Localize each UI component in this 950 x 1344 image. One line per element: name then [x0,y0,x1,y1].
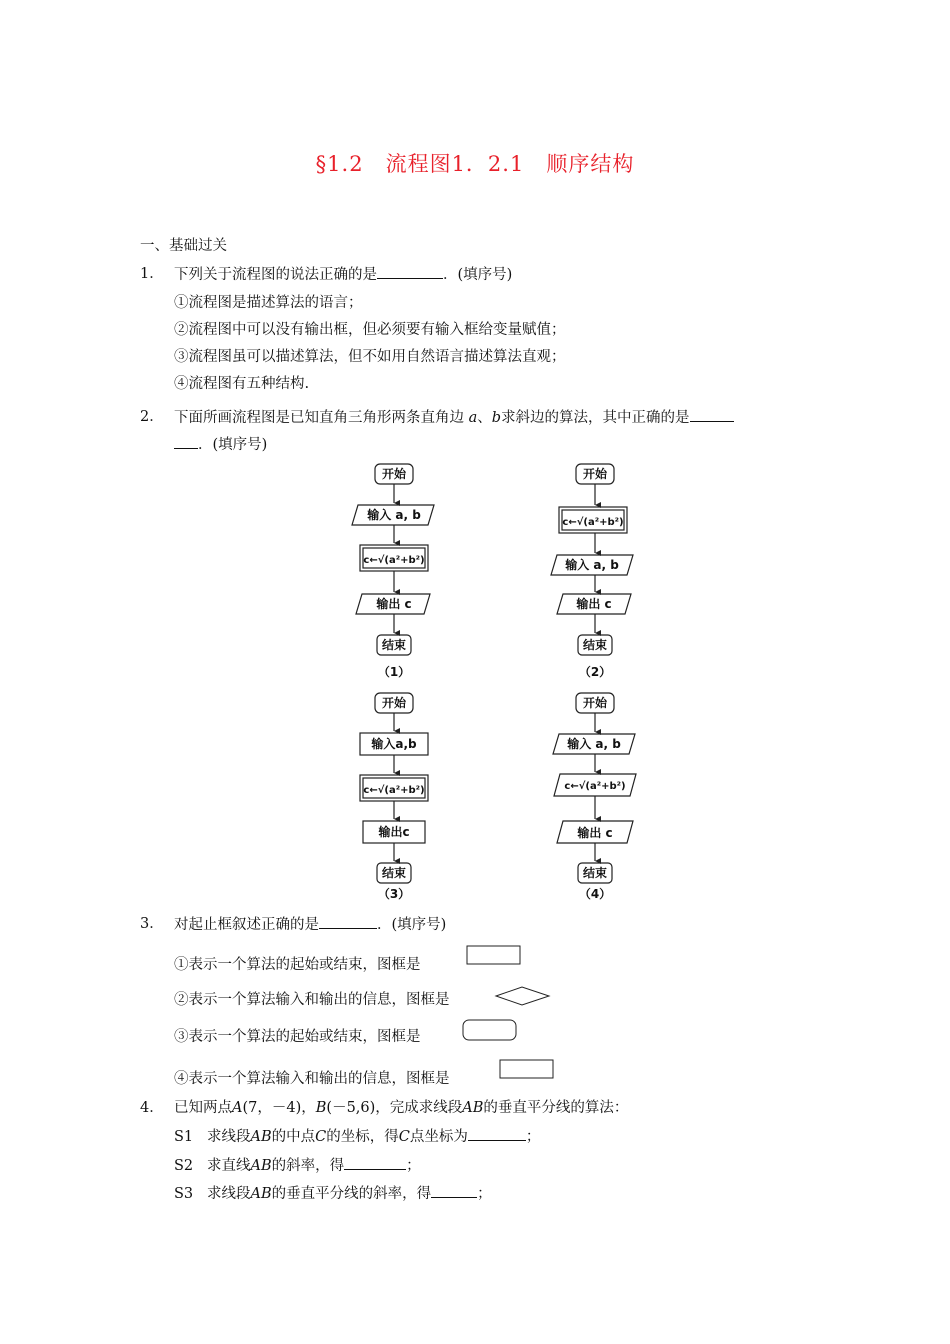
fc3-caption: （3） [377,887,411,901]
fc2-assign-label: c←√(a²+b²) [562,517,624,528]
separator: 、 [477,410,492,426]
rounded-rectangle-shape-icon [462,1019,518,1043]
step-text: 的垂直平分线的斜率，得 [271,1186,432,1202]
option-4: ④流程图有五种结构. [174,376,310,392]
fc3-start-label: 开始 [381,696,407,710]
fc4-assign-label: c←√(a²+b²) [564,781,626,792]
question-number: 2． [140,409,164,425]
question-2-stem [174,407,734,428]
option-2: ②流程图中可以没有输出框，但必须要有输入框给变量赋值； [174,322,566,338]
rectangle-shape-icon [466,945,522,967]
step-s1 [174,1126,540,1147]
variable-a: a [468,410,478,426]
section-heading: 一、基础过关 [140,238,227,254]
fc4-end-label: 结束 [582,866,608,880]
segment-ab: AB [250,1129,272,1145]
page-title: §1.2 流程图1．2.1 顺序结构 [315,152,635,176]
step-s2 [174,1155,421,1176]
fc3-end-label: 结束 [381,866,407,880]
variable-b: b [491,410,502,426]
point-c: C [398,1129,410,1145]
step-text: 求线段 [207,1186,251,1202]
option-3: ③流程图虽可以描述算法，但不如用自然语言描述算法直观； [174,349,566,365]
diamond-shape-icon [494,985,552,1007]
fc1-assign-label: c←√(a²+b²) [363,555,425,566]
fc4-input-label: 输入 a, b [567,737,621,751]
fc2-start-label: 开始 [582,467,608,481]
question-text: 已知两点 [174,1100,232,1116]
step-end: ； [406,1158,421,1174]
fc3-output-label: 输出c [378,825,410,839]
rectangle-shape-icon [499,1059,555,1081]
fc4-caption: （4） [578,887,612,901]
option-1: ①流程图是描述算法的语言； [174,295,363,311]
step-label: S3 [174,1186,194,1202]
question-tail: ．(填序号) [443,267,513,283]
fc1-start-label: 开始 [381,467,407,481]
fc4-start-label: 开始 [582,696,608,710]
step-label: S2 [174,1158,194,1174]
question-2-tail [174,434,267,455]
question-text: 对起止框叙述正确的是 [174,917,319,933]
fc4-output-label: 输出 c [577,826,613,840]
q3-option-1: ①表示一个算法的起始或结束，图框是 [174,957,421,973]
fc3-assign-label: c←√(a²+b²) [363,785,425,796]
segment-ab: AB [250,1158,272,1174]
question-3-stem [174,914,446,935]
question-4-stem [174,1098,628,1118]
step-label: S1 [174,1129,194,1145]
flowcharts [330,455,650,905]
fc2-input-label: 输入 a, b [565,558,619,572]
point-a: A [232,1100,243,1116]
point-a-coord: (7，－4)， [242,1100,316,1116]
q3-option-3: ③表示一个算法的起始或结束，图框是 [174,1029,421,1045]
fc1-caption: （1） [377,665,411,679]
answer-blank[interactable] [344,1155,406,1170]
fc2-output-label: 输出 c [576,597,612,611]
answer-blank[interactable] [468,1126,526,1141]
question-1-stem [174,264,512,285]
q3-option-2: ②表示一个算法输入和输出的信息，图框是 [174,992,450,1008]
question-text: 求斜边的算法，其中正确的是 [501,410,690,426]
step-text: 求线段 [207,1129,251,1145]
fc2-end-label: 结束 [582,638,608,652]
question-number: 1． [140,266,164,282]
question-text: 下列关于流程图的说法正确的是 [174,267,377,283]
step-text: 点坐标为 [409,1129,468,1145]
step-text: 的中点 [271,1129,316,1145]
point-b: B [315,1100,327,1116]
question-tail: ．(填序号) [377,917,447,933]
question-text: 的垂直平分线的算法： [483,1100,629,1116]
step-end: ； [477,1186,492,1202]
answer-blank[interactable] [377,264,443,279]
step-end: ； [525,1129,541,1145]
question-number: 4． [140,1100,164,1116]
fc1-output-label: 输出 c [376,597,412,611]
fc3-input-label: 输入a,b [371,737,417,751]
question-number: 3． [140,916,164,932]
answer-blank[interactable] [690,407,734,422]
step-text: 求直线 [207,1158,251,1174]
point-b-coord: (－5,6)，完成求线段 [326,1100,463,1116]
fc2-caption: （2） [578,665,612,679]
step-text: 的斜率，得 [271,1158,345,1174]
q3-option-4: ④表示一个算法输入和输出的信息，图框是 [174,1071,450,1087]
step-s3 [174,1183,492,1204]
answer-blank[interactable] [431,1183,477,1198]
question-1 [140,264,164,284]
question-text: 下面所画流程图是已知直角三角形两条直角边 [174,410,464,426]
answer-blank[interactable] [174,434,198,449]
point-c: C [315,1129,327,1145]
answer-blank[interactable] [319,914,377,929]
fc1-end-label: 结束 [381,638,407,652]
segment-ab: AB [250,1186,272,1202]
segment-ab: AB [462,1100,484,1116]
step-text: 的坐标，得 [326,1129,399,1145]
question-tail: ．(填序号) [198,437,268,453]
fc1-input-label: 输入 a, b [367,508,421,522]
